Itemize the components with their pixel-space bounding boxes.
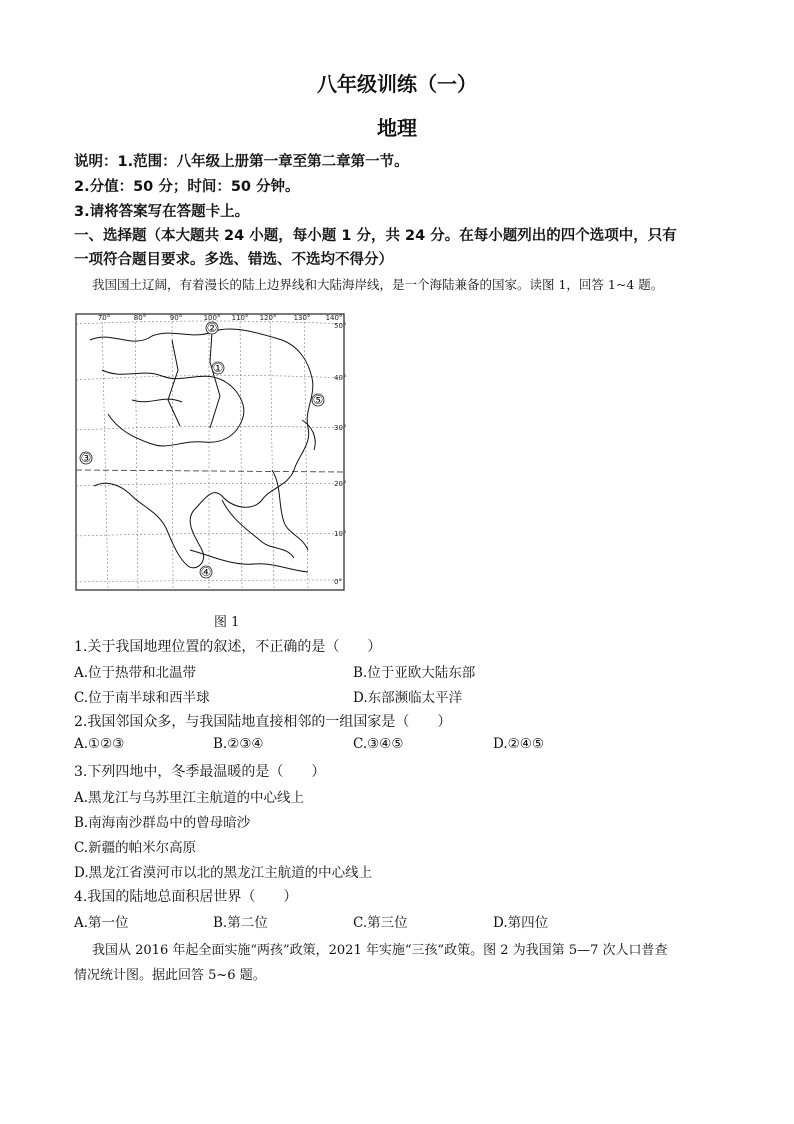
svg-text:90°: 90° — [169, 314, 183, 322]
svg-text:110°: 110° — [231, 314, 249, 322]
q3-option-b[interactable]: B.南海南沙群岛中的曾母暗沙 — [74, 815, 251, 831]
q1-option-a[interactable]: A.位于热带和北温带 — [74, 665, 197, 681]
subject-title: 地理 — [377, 116, 417, 140]
map-marker-1: ① — [212, 361, 224, 375]
q4-option-b[interactable]: B.第二位 — [213, 915, 268, 931]
svg-text:120°: 120° — [259, 314, 277, 322]
section-heading-line-1: 一、选择题（本大题共 24 小题，每小题 1 分，共 24 分。在每小题列出的四个选项中，只有 — [74, 228, 677, 244]
q4-option-a[interactable]: A.第一位 — [74, 915, 129, 931]
note-line-1: 说明：1.范围：八年级上册第一章至第二章第一节。 — [74, 154, 409, 170]
q1-option-b[interactable]: B.位于亚欧大陆东部 — [353, 665, 476, 681]
intro-paragraph-2-line-2: 情况统计图。据此回答 5~6 题。 — [74, 968, 266, 983]
svg-text:80°: 80° — [133, 314, 147, 322]
svg-text:50°: 50° — [334, 322, 347, 330]
q4-option-d[interactable]: D.第四位 — [493, 915, 549, 931]
svg-text:10°: 10° — [334, 530, 347, 538]
map-marker-3: ③ — [80, 451, 92, 465]
svg-text:20°: 20° — [334, 480, 347, 488]
page-title: 八年级训练（一） — [317, 72, 477, 96]
svg-text:140°: 140° — [325, 314, 343, 322]
question-3-stem: 3.下列四地中，冬季最温暖的是（ ） — [74, 764, 326, 780]
q2-option-c[interactable]: C.③④⑤ — [353, 736, 404, 752]
q4-option-c[interactable]: C.第三位 — [353, 915, 408, 931]
q3-option-a[interactable]: A.黑龙江与乌苏里江主航道的中心线上 — [74, 790, 305, 806]
svg-text:130°: 130° — [293, 314, 311, 322]
q3-option-d[interactable]: D.黑龙江省漠河市以北的黑龙江主航道的中心线上 — [74, 865, 373, 881]
note-line-3: 3.请将答案写在答题卡上。 — [74, 204, 250, 220]
intro-paragraph-2-line-1: 我国从 2016 年起全面实施“两孩”政策，2021 年实施“三孩”政策。图 2 为我国第 5—7 次人口普查 — [92, 943, 668, 958]
q2-option-b[interactable]: B.②③④ — [213, 736, 264, 752]
svg-text:40°: 40° — [334, 374, 347, 382]
intro-paragraph-1: 我国国土辽阔，有着漫长的陆上边界线和大陆海岸线，是一个海陆兼备的国家。读图 1，回答 1~4 题。 — [92, 277, 664, 292]
q1-option-c[interactable]: C.位于南半球和西半球 — [74, 690, 210, 706]
figure-caption: 图 1 — [214, 615, 240, 630]
svg-text:70°: 70° — [97, 314, 111, 322]
map-figure — [72, 310, 352, 594]
svg-text:0°: 0° — [334, 578, 342, 586]
map-longitude-labels — [98, 314, 343, 322]
svg-text:30°: 30° — [334, 424, 347, 432]
q2-option-d[interactable]: D.②④⑤ — [493, 736, 544, 752]
section-heading-line-2: 一项符合题目要求。多选、错选、不选均不得分） — [74, 252, 393, 268]
question-2-stem: 2.我国邻国众多，与我国陆地直接相邻的一组国家是（ ） — [74, 714, 452, 730]
question-1-stem: 1.关于我国地理位置的叙述，不正确的是（ ） — [74, 639, 382, 655]
q2-option-a[interactable]: A.①②③ — [74, 736, 125, 752]
map-marker-5: ⑤ — [312, 393, 324, 407]
svg-text:100°: 100° — [203, 314, 221, 322]
map-marker-2: ② — [206, 321, 218, 335]
q1-option-d[interactable]: D.东部濒临太平洋 — [353, 690, 463, 706]
map-marker-4: ④ — [200, 565, 212, 579]
q3-option-c[interactable]: C.新疆的帕米尔高原 — [74, 840, 197, 856]
note-line-2: 2.分值：50 分；时间：50 分钟。 — [74, 179, 300, 195]
question-4-stem: 4.我国的陆地总面积居世界（ ） — [74, 889, 298, 905]
